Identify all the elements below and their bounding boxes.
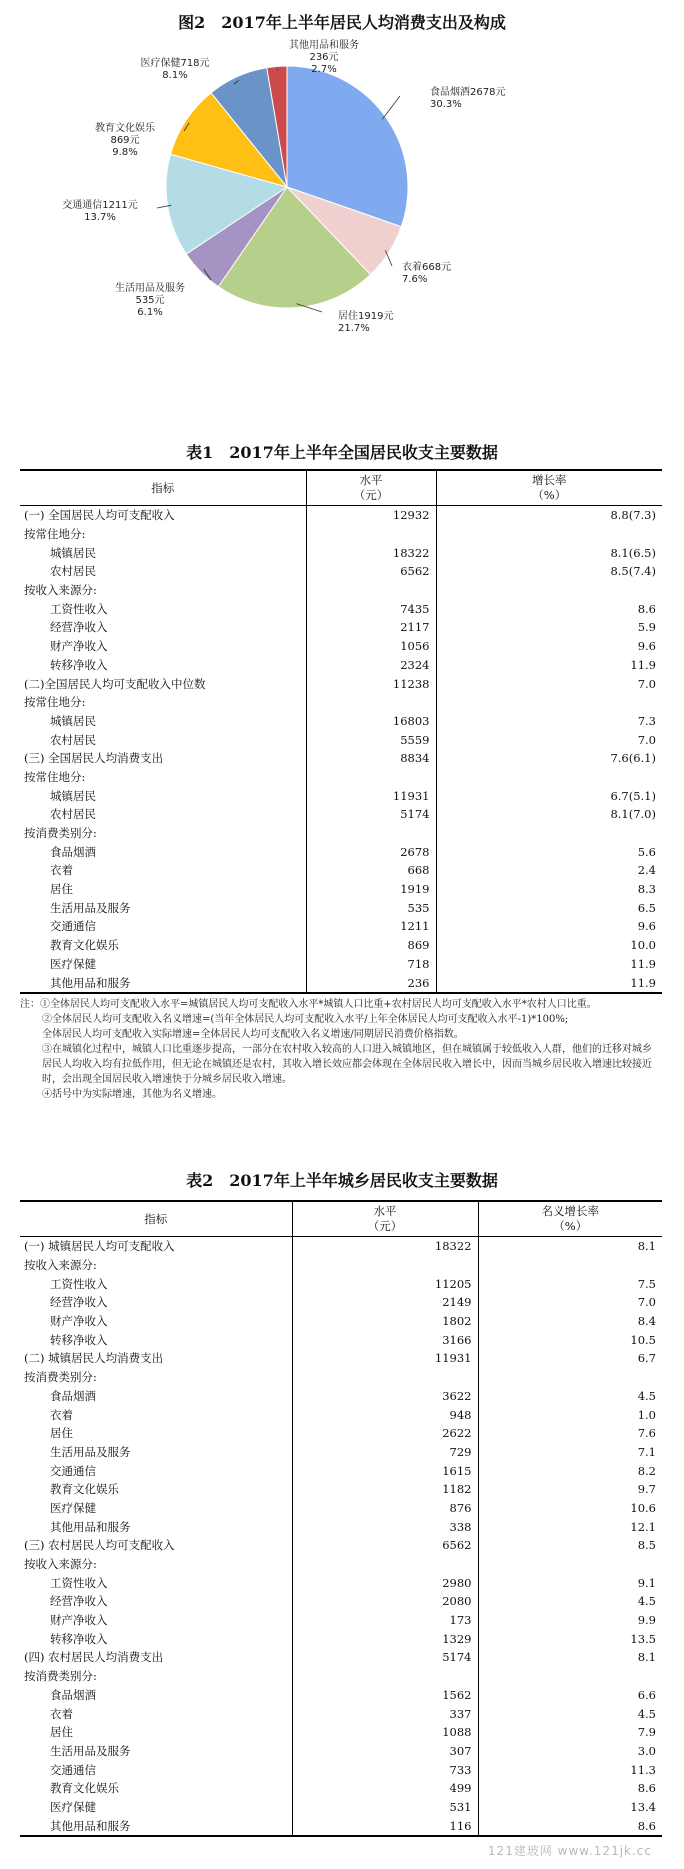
row-growth: 8.1(6.5)	[436, 543, 662, 562]
row-level	[306, 581, 436, 600]
row-label: 生活用品及服务	[50, 900, 131, 915]
table-row	[20, 768, 662, 787]
row-level: 1802	[292, 1312, 478, 1331]
row-label: 衣着	[50, 863, 73, 878]
row-growth: 9.7	[478, 1480, 662, 1499]
row-level: 1919	[306, 880, 436, 899]
note-3: ③在城镇化过程中，城镇人口比重逐步提高，一部分在农村收入较高的人口进入城镇地区，但在城镇属于较低收入人群，他们的迁移对城乡居民人均收入均有拉低作用，但无论在城镇还是农村，其收入增长效应都会体现在全体居民收入增长中，因而当城乡居民收入增速比较接近时，会出现全国居民收入增速快于分城乡居民收入增速。	[42, 1044, 652, 1085]
table-row	[20, 1293, 662, 1312]
table2-header-growth: 名义增长率 （%）	[478, 1201, 662, 1237]
row-growth: 8.4	[478, 1312, 662, 1331]
table-row	[20, 1816, 662, 1836]
row-growth: 6.5	[436, 898, 662, 917]
table2-body	[20, 1237, 662, 1837]
row-level: 668	[306, 861, 436, 880]
row-growth	[478, 1555, 662, 1574]
table2-header-row	[20, 1201, 662, 1237]
row-growth: 11.9	[436, 955, 662, 974]
table-row	[20, 1256, 662, 1275]
row-label: 其他用品和服务	[20, 1816, 292, 1836]
table-row	[20, 880, 662, 899]
row-growth: 8.5(7.4)	[436, 562, 662, 581]
pie-label-4: 生活用品及服务 535元 6.1%	[115, 283, 185, 318]
row-growth: 9.1	[478, 1573, 662, 1592]
table-row	[20, 1237, 662, 1256]
row-level: 869	[306, 936, 436, 955]
table-row	[20, 562, 662, 581]
row-level: 337	[292, 1704, 478, 1723]
row-growth: 4.5	[478, 1592, 662, 1611]
table1-notes	[20, 997, 660, 1102]
table-row	[20, 637, 662, 656]
row-level: 1562	[292, 1686, 478, 1705]
table-row	[20, 1611, 662, 1630]
row-level: 11931	[306, 786, 436, 805]
row-level: 876	[292, 1499, 478, 1518]
row-label: 食品烟酒	[50, 844, 96, 859]
row-growth: 7.0	[436, 674, 662, 693]
table1-header-level: 水平 （元）	[306, 470, 436, 506]
table-row	[20, 1555, 662, 1574]
row-label: 财产净收入	[50, 1613, 108, 1628]
table-row	[20, 1330, 662, 1349]
table-row	[20, 786, 662, 805]
table-row	[20, 1760, 662, 1779]
row-growth: 3.0	[478, 1742, 662, 1761]
table-row	[20, 712, 662, 731]
row-growth: 8.3	[436, 880, 662, 899]
table-row	[20, 581, 662, 600]
row-growth	[436, 581, 662, 600]
row-label: 按常住地分:	[24, 527, 86, 542]
row-growth: 10.0	[436, 936, 662, 955]
row-growth: 8.6	[436, 599, 662, 618]
table-row	[20, 1424, 662, 1443]
row-growth: 12.1	[478, 1517, 662, 1536]
row-level	[292, 1368, 478, 1387]
row-label: 按收入来源分:	[24, 1557, 97, 1572]
row-growth: 8.6	[478, 1779, 662, 1798]
row-level	[306, 768, 436, 787]
row-label: 居住	[50, 1725, 73, 1740]
pie-chart	[0, 36, 684, 416]
row-growth: 7.5	[478, 1274, 662, 1293]
table-row	[20, 898, 662, 917]
row-growth: 7.3	[436, 712, 662, 731]
table-row	[20, 805, 662, 824]
table1	[20, 469, 662, 994]
row-growth	[436, 525, 662, 544]
row-level: 338	[292, 1517, 478, 1536]
row-label: 生活用品及服务	[50, 1743, 131, 1758]
row-growth	[436, 824, 662, 843]
table-row	[20, 1779, 662, 1798]
table-row	[20, 693, 662, 712]
row-label: 财产净收入	[50, 639, 108, 654]
row-growth: 6.7	[478, 1349, 662, 1368]
pie-leader-line	[382, 96, 400, 119]
row-level: 2622	[292, 1424, 478, 1443]
row-growth: 1.0	[478, 1405, 662, 1424]
row-growth: 7.6(6.1)	[436, 749, 662, 768]
row-level: 2149	[292, 1293, 478, 1312]
table1-header-indicator: 指标	[20, 470, 306, 506]
row-growth: 8.8(7.3)	[436, 506, 662, 525]
row-label: 转移净收入	[50, 657, 108, 672]
table-row	[20, 1573, 662, 1592]
row-growth: 9.6	[436, 637, 662, 656]
row-label: 经营净收入	[50, 1295, 108, 1310]
row-growth: 5.6	[436, 842, 662, 861]
table-row	[20, 1648, 662, 1667]
row-level: 1329	[292, 1629, 478, 1648]
row-label: (三) 农村居民人均可支配收入	[24, 1538, 175, 1553]
table-row	[20, 1517, 662, 1536]
row-label: 城镇居民	[50, 713, 96, 728]
row-level: 5174	[306, 805, 436, 824]
table-row	[20, 917, 662, 936]
row-level: 2980	[292, 1573, 478, 1592]
row-growth	[478, 1667, 662, 1686]
row-growth: 7.0	[436, 730, 662, 749]
figure-title: 图2 2017年上半年居民人均消费支出及构成	[178, 13, 506, 32]
row-growth: 8.5	[478, 1536, 662, 1555]
row-growth: 4.5	[478, 1387, 662, 1406]
row-level: 6562	[306, 562, 436, 581]
row-label: (一) 全国居民人均可支配收入	[24, 508, 175, 523]
row-growth: 9.9	[478, 1611, 662, 1630]
row-label: 居住	[50, 1426, 73, 1441]
row-level: 307	[292, 1742, 478, 1761]
row-level: 718	[306, 955, 436, 974]
row-growth: 7.6	[478, 1424, 662, 1443]
row-growth: 11.3	[478, 1760, 662, 1779]
row-label: 交通通信	[50, 1762, 96, 1777]
row-level: 18322	[306, 543, 436, 562]
table-row	[20, 1742, 662, 1761]
table-row	[20, 1667, 662, 1686]
row-label: 农村居民	[50, 564, 96, 579]
row-label: 按收入来源分:	[24, 1258, 97, 1273]
table-row	[20, 1368, 662, 1387]
table-row	[20, 1723, 662, 1742]
row-label: 按消费类别分:	[24, 1669, 97, 1684]
table2-header-level: 水平 （元）	[292, 1201, 478, 1237]
row-growth: 8.1(7.0)	[436, 805, 662, 824]
row-label: (四) 农村居民人均消费支出	[24, 1650, 164, 1665]
row-growth: 8.2	[478, 1461, 662, 1480]
row-level	[292, 1555, 478, 1574]
row-level: 729	[292, 1443, 478, 1462]
table-row	[20, 506, 662, 525]
table-row	[20, 1387, 662, 1406]
pie-label-1: 食品烟酒2678元 30.3%	[430, 87, 506, 110]
row-level: 11931	[292, 1349, 478, 1368]
row-level	[292, 1256, 478, 1275]
row-label: 其他用品和服务	[50, 1519, 131, 1534]
table-row	[20, 861, 662, 880]
row-growth	[478, 1368, 662, 1387]
table-row	[20, 618, 662, 637]
row-label: 其他用品和服务	[20, 973, 306, 993]
row-label: 教育文化娱乐	[50, 1482, 119, 1497]
row-growth: 7.0	[478, 1293, 662, 1312]
row-label: 居住	[50, 882, 73, 897]
table-row	[20, 1536, 662, 1555]
row-level	[306, 693, 436, 712]
table-row	[20, 824, 662, 843]
row-label: (一) 城镇居民人均可支配收入	[24, 1239, 175, 1254]
pie-label-8: 其他用品和服务 236元 2.7%	[289, 40, 359, 75]
row-label: 教育文化娱乐	[50, 1781, 119, 1796]
row-level	[306, 525, 436, 544]
row-label: 按消费类别分:	[24, 826, 97, 841]
row-label: 农村居民	[50, 807, 96, 822]
row-label: 按收入来源分:	[24, 583, 97, 598]
row-label: (二)全国居民人均可支配收入中位数	[24, 676, 206, 691]
row-label: 工资性收入	[50, 601, 108, 616]
table-row	[20, 1629, 662, 1648]
note-2: ②全体居民人均可支配收入名义增速=(当年全体居民人均可支配收入水平/上年全体居民人均可支配收入水平-1)*100%;	[42, 1014, 569, 1025]
row-level: 1615	[292, 1461, 478, 1480]
row-label: 食品烟酒	[50, 1687, 96, 1702]
row-level: 733	[292, 1760, 478, 1779]
row-growth	[436, 693, 662, 712]
table1-title: 表1 2017年上半年全国居民收支主要数据	[186, 443, 498, 462]
table-row	[20, 1443, 662, 1462]
row-growth	[478, 1256, 662, 1275]
row-label: (二) 城镇居民人均消费支出	[24, 1351, 164, 1366]
table-row	[20, 973, 662, 993]
row-label: 按常住地分:	[24, 769, 86, 784]
row-growth: 10.6	[478, 1499, 662, 1518]
row-growth: 4.5	[478, 1704, 662, 1723]
row-growth: 13.4	[478, 1798, 662, 1817]
row-growth: 8.1	[478, 1648, 662, 1667]
row-growth: 2.4	[436, 861, 662, 880]
pie-label-2: 衣着668元 7.6%	[402, 262, 452, 285]
row-level	[306, 824, 436, 843]
row-growth: 8.6	[478, 1816, 662, 1836]
row-growth: 6.7(5.1)	[436, 786, 662, 805]
row-label: 食品烟酒	[50, 1388, 96, 1403]
row-label: 经营净收入	[50, 1594, 108, 1609]
pie-label-7: 医疗保健718元 8.1%	[140, 58, 210, 81]
pie-label-3: 居住1919元 21.7%	[338, 311, 394, 334]
table-row	[20, 1499, 662, 1518]
table-row	[20, 1704, 662, 1723]
row-level: 173	[292, 1611, 478, 1630]
row-label: 按消费类别分:	[24, 1370, 97, 1385]
table2-title: 表2 2017年上半年城乡居民收支主要数据	[186, 1171, 498, 1190]
row-growth: 13.5	[478, 1629, 662, 1648]
row-level: 16803	[306, 712, 436, 731]
table-row	[20, 936, 662, 955]
row-label: 医疗保健	[50, 1799, 96, 1814]
row-level: 1056	[306, 637, 436, 656]
row-label: 医疗保健	[50, 1500, 96, 1515]
table1-body	[20, 506, 662, 993]
row-growth: 6.6	[478, 1686, 662, 1705]
row-growth	[436, 768, 662, 787]
row-level: 7435	[306, 599, 436, 618]
row-label: 工资性收入	[50, 1575, 108, 1590]
table-row	[20, 1461, 662, 1480]
row-level: 2117	[306, 618, 436, 637]
row-growth: 9.6	[436, 917, 662, 936]
row-growth: 11.9	[436, 973, 662, 993]
table2-header-indicator: 指标	[20, 1201, 292, 1237]
row-level: 3166	[292, 1330, 478, 1349]
row-level: 2080	[292, 1592, 478, 1611]
row-level: 6562	[292, 1536, 478, 1555]
row-growth: 8.1	[478, 1237, 662, 1256]
row-level: 116	[292, 1816, 478, 1836]
row-growth: 10.5	[478, 1330, 662, 1349]
table-row	[20, 543, 662, 562]
note-1: 注：①全体居民人均可支配收入水平=城镇居民人均可支配收入水平*城镇人口比重+农村居民人均可支配收入水平*农村人口比重。	[20, 999, 597, 1010]
row-level: 531	[292, 1798, 478, 1817]
row-level: 1088	[292, 1723, 478, 1742]
row-label: 转移净收入	[50, 1332, 108, 1347]
row-level: 1182	[292, 1480, 478, 1499]
row-label: 医疗保健	[50, 956, 96, 971]
table-row	[20, 1274, 662, 1293]
row-growth: 5.9	[436, 618, 662, 637]
row-label: 生活用品及服务	[50, 1444, 131, 1459]
row-level: 5559	[306, 730, 436, 749]
row-level: 499	[292, 1779, 478, 1798]
row-label: 衣着	[50, 1407, 73, 1422]
row-level: 11205	[292, 1274, 478, 1293]
row-label: 财产净收入	[50, 1314, 108, 1329]
row-level: 236	[306, 973, 436, 993]
row-label: 按常住地分:	[24, 695, 86, 710]
table-row	[20, 1405, 662, 1424]
table-row	[20, 1480, 662, 1499]
table-row	[20, 1798, 662, 1817]
row-label: 城镇居民	[50, 788, 96, 803]
row-level: 1211	[306, 917, 436, 936]
pie-label-6: 教育文化娱乐 869元 9.8%	[95, 123, 155, 158]
row-level: 3622	[292, 1387, 478, 1406]
row-level: 11238	[306, 674, 436, 693]
table-row	[20, 955, 662, 974]
table-row	[20, 730, 662, 749]
row-label: 交通通信	[50, 1463, 96, 1478]
table1-header-row	[20, 470, 662, 506]
table-row	[20, 1312, 662, 1331]
table-row	[20, 1349, 662, 1368]
row-level: 948	[292, 1405, 478, 1424]
note-2b: 全体居民人均可支配收入实际增速=全体居民人均可支配收入名义增速/同期居民消费价格指数。	[42, 1029, 464, 1040]
row-label: 交通通信	[50, 919, 96, 934]
table-row	[20, 1686, 662, 1705]
pie-label-5: 交通通信1211元 13.7%	[62, 200, 138, 223]
row-label: 衣着	[50, 1706, 73, 1721]
row-label: 教育文化娱乐	[50, 938, 119, 953]
table-row	[20, 1592, 662, 1611]
row-level: 5174	[292, 1648, 478, 1667]
table-row	[20, 749, 662, 768]
table-row	[20, 599, 662, 618]
row-level: 2324	[306, 656, 436, 675]
note-4: ④括号中为实际增速，其他为名义增速。	[42, 1089, 222, 1100]
table-row	[20, 525, 662, 544]
row-growth: 7.9	[478, 1723, 662, 1742]
row-label: 工资性收入	[50, 1276, 108, 1291]
table-row	[20, 674, 662, 693]
table1-header-growth: 增长率 （%）	[436, 470, 662, 506]
row-label: 农村居民	[50, 732, 96, 747]
row-growth: 11.9	[436, 656, 662, 675]
watermark: 121建玻网 www.121jk.cc	[487, 1844, 652, 1858]
table-row	[20, 842, 662, 861]
row-label: 转移净收入	[50, 1631, 108, 1646]
table-row	[20, 656, 662, 675]
row-label: 经营净收入	[50, 620, 108, 635]
row-level: 8834	[306, 749, 436, 768]
table2	[20, 1200, 662, 1837]
row-level: 535	[306, 898, 436, 917]
row-growth: 7.1	[478, 1443, 662, 1462]
row-level: 18322	[292, 1237, 478, 1256]
row-level	[292, 1667, 478, 1686]
row-label: 城镇居民	[50, 545, 96, 560]
row-label: (三) 全国居民人均消费支出	[24, 751, 164, 766]
row-level: 12932	[306, 506, 436, 525]
row-level: 2678	[306, 842, 436, 861]
